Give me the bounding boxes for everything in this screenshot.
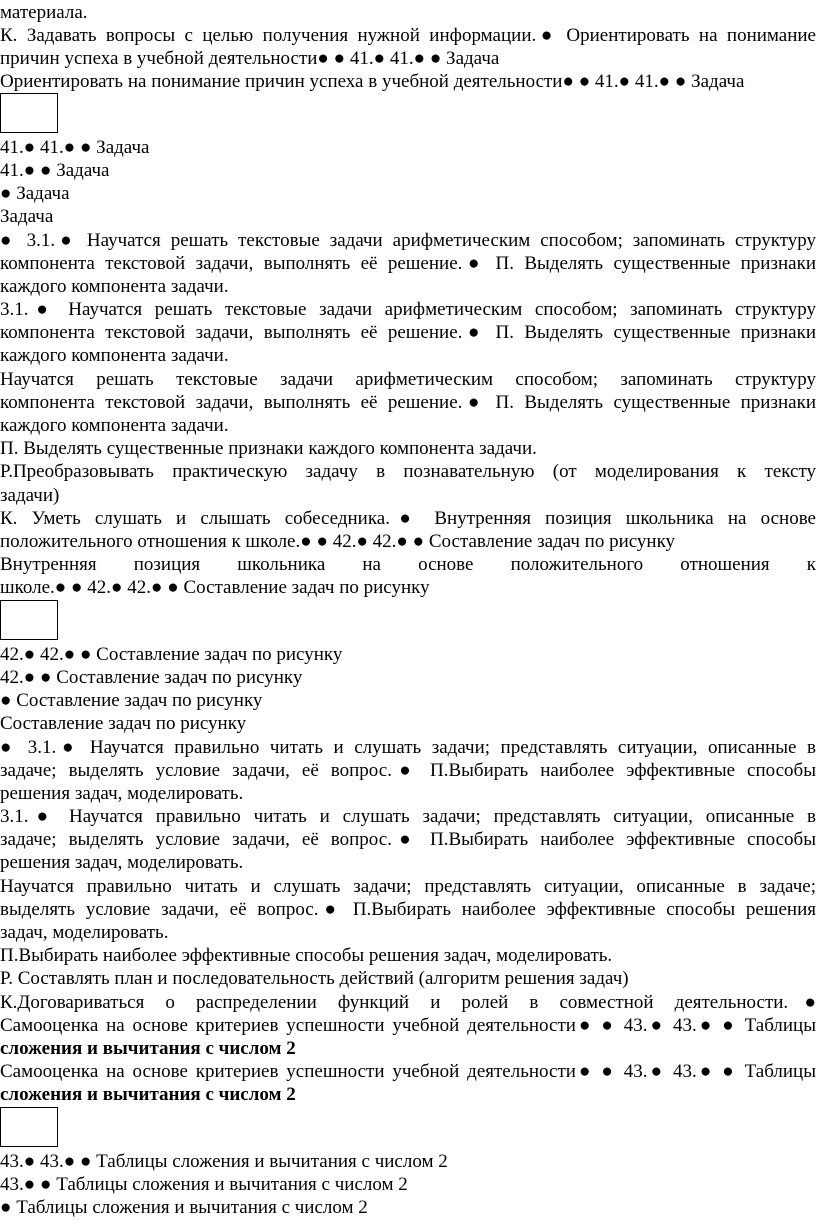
text-line: Самооценка на основе критериев успешности учебной деятельности● ● 43.● 43.● ● Таблицы xyxy=(0,1015,816,1036)
text-line: каждого компонента задачи. xyxy=(0,345,229,366)
text-line: 3.1.● Научатся решать текстовые задачи арифметическим способом; запоминать структуру xyxy=(0,299,816,320)
text-line: 43.● ● Таблицы сложения и вычитания с числом 2 xyxy=(0,1174,408,1195)
text-line: задаче; выделять условие задачи, её вопрос.● П.Выбирать наиболее эффективные способы xyxy=(0,829,816,850)
empty-cell-box xyxy=(0,93,58,133)
text-line: материала. xyxy=(0,2,88,23)
text-line: П. Выделять существенные признаки каждого компонента задачи. xyxy=(0,438,537,459)
text-line: Составление задач по рисунку xyxy=(0,713,247,734)
text-line: 42.● 42.● ● Составление задач по рисунку xyxy=(0,644,343,665)
text-line: 43.● 43.● ● Таблицы сложения и вычитания с числом 2 xyxy=(0,1151,448,1172)
text-line: ● 3.1.● Научатся решать текстовые задачи арифметическим способом; запоминать структуру xyxy=(0,230,816,251)
text-line: компонента текстовой задачи, выполнять её решение.● П. Выделять существенные признаки xyxy=(0,392,816,413)
text-line: Научатся решать текстовые задачи арифметическим способом; запоминать структуру xyxy=(0,369,816,390)
text-line: 41.● 41.● ● Задача xyxy=(0,137,150,158)
text-line: ● Составление задач по рисунку xyxy=(0,690,263,711)
text-line: Р.Преобразовывать практическую задачу в познавательную (от моделирования к тексту xyxy=(0,461,816,482)
text-line: 42.● ● Составление задач по рисунку xyxy=(0,667,303,688)
text-line: 3.1.● Научатся правильно читать и слушать задачи; представлять ситуации, описанные в xyxy=(0,806,816,827)
text-line: Внутренняя позиция школьника на основе положительного отношения к xyxy=(0,554,816,575)
text-line: решения задач, моделировать. xyxy=(0,852,244,873)
text-line: задачи) xyxy=(0,485,60,506)
text-line: сложения и вычитания с числом 2 xyxy=(0,1038,296,1059)
text-line: Ориентировать на понимание причин успеха в учебной деятельности● ● 41.● 41.● ● Задача xyxy=(0,71,745,92)
text-line: каждого компонента задачи. xyxy=(0,276,229,297)
text-line: Самооценка на основе критериев успешности учебной деятельности● ● 43.● 43.● ● Таблицы xyxy=(0,1061,816,1082)
text-line: причин успеха в учебной деятельности● ● 41.● 41.● ● Задача xyxy=(0,48,500,69)
text-line: компонента текстовой задачи, выполнять её решение.● П. Выделять существенные признаки xyxy=(0,253,816,274)
text-line: задач, моделировать. xyxy=(0,922,169,943)
text-line: К. Уметь слушать и слышать собеседника.● Внутренняя позиция школьника на основе xyxy=(0,508,816,529)
text-line: ● Задача xyxy=(0,183,70,204)
text-line: компонента текстовой задачи, выполнять её решение.● П. Выделять существенные признаки xyxy=(0,322,816,343)
text-line: выделять условие задачи, её вопрос.● П.Выбирать наиболее эффективные способы решения xyxy=(0,899,816,920)
empty-cell-box xyxy=(0,1107,58,1147)
text-line: Р. Составлять план и последовательность действий (алгоритм решения задач) xyxy=(0,968,629,989)
text-line: положительного отношения к школе.● ● 42.● 42.● ● Составление задач по рисунку xyxy=(0,531,676,552)
text-line: Задача xyxy=(0,206,54,227)
text-line: задаче; выделять условие задачи, её вопрос.● П.Выбирать наиболее эффективные способы xyxy=(0,760,816,781)
text-line: К.Договариваться о распределении функций и ролей в совместной деятельности.● xyxy=(0,992,816,1013)
text-line: 41.● ● Задача xyxy=(0,160,110,181)
text-line: ● 3.1.● Научатся правильно читать и слушать задачи; представлять ситуации, описанные в xyxy=(0,737,816,758)
text-line: школе.● ● 42.● 42.● ● Составление задач по рисунку xyxy=(0,577,430,598)
text-line: Научатся правильно читать и слушать задачи; представлять ситуации, описанные в задаче; xyxy=(0,876,816,897)
empty-cell-box xyxy=(0,600,58,640)
text-line: сложения и вычитания с числом 2 xyxy=(0,1084,296,1105)
text-line: П.Выбирать наиболее эффективные способы решения задач, моделировать. xyxy=(0,945,613,966)
text-line: ● Таблицы сложения и вычитания с числом 2 xyxy=(0,1197,368,1218)
text-line: каждого компонента задачи. xyxy=(0,415,229,436)
text-line: решения задач, моделировать. xyxy=(0,783,244,804)
text-line: К. Задавать вопросы с целью получения нужной информации.● Ориентировать на понимание xyxy=(0,25,816,46)
